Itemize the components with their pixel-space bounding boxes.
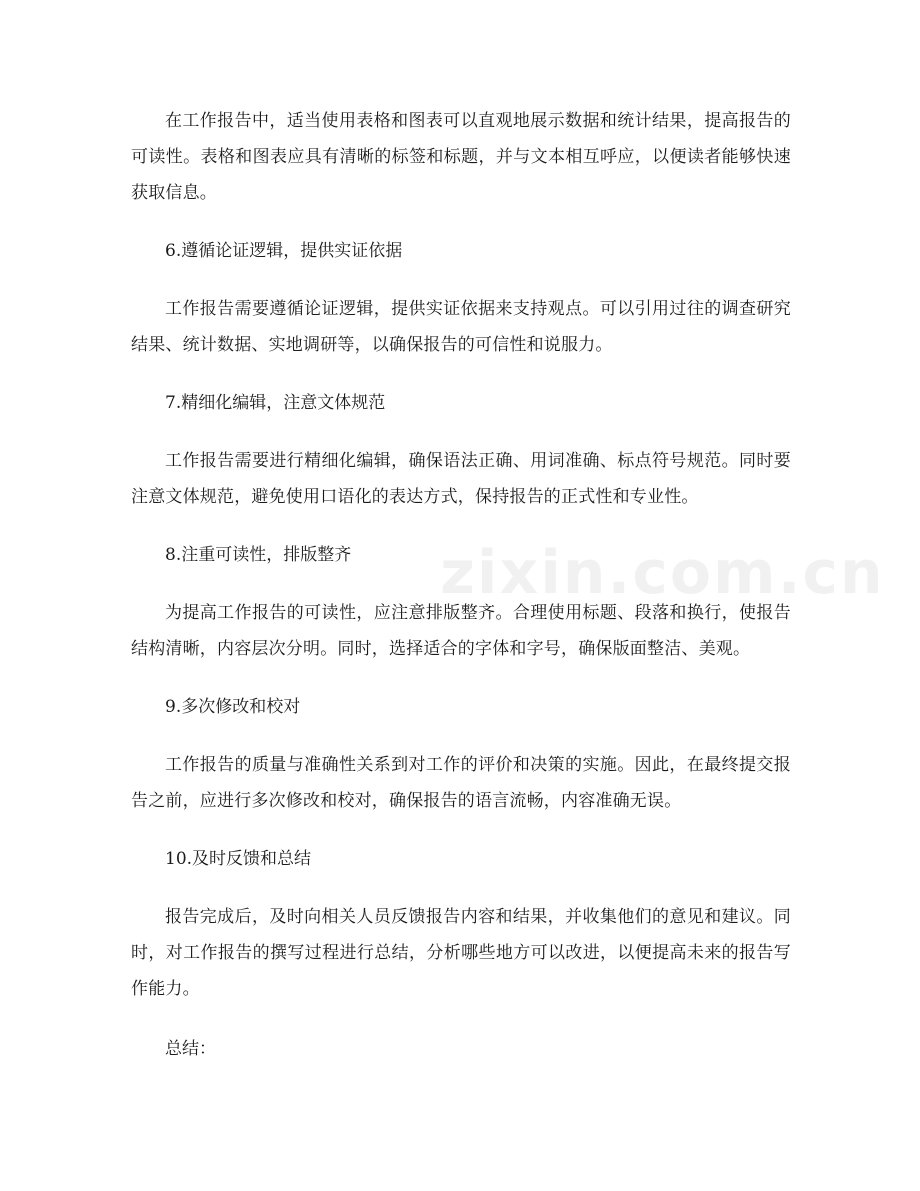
- document-body: [131, 103, 791, 1067]
- watermark: zixin.com.cn: [440, 538, 885, 608]
- section-heading-10: 10.及时反馈和总结: [165, 849, 312, 869]
- section-body-7: 工作报告需要进行精细化编辑，确保语法正确、用词准确、标点符号规范。同时要注意文体规范，避免使用口语化的表达方式，保持报告的正式性和专业性。: [131, 451, 791, 507]
- section-heading-8: 8.注重可读性，排版整齐: [165, 545, 352, 565]
- section-heading-6: 6.遵循论证逻辑，提供实证依据: [165, 241, 403, 261]
- intro-paragraph: 在工作报告中，适当使用表格和图表可以直观地展示数据和统计结果，提高报告的可读性。表格和图表应具有清晰的标签和标题，并与文本相互呼应，以便读者能够快速获取信息。: [131, 111, 791, 203]
- section-heading-7: 7.精细化编辑，注意文体规范: [165, 393, 386, 413]
- section-body-9: 工作报告的质量与准确性关系到对工作的评价和决策的实施。因此，在最终提交报告之前，应进行多次修改和校对，确保报告的语言流畅，内容准确无误。: [131, 755, 791, 811]
- section-body-6: 工作报告需要遵循论证逻辑，提供实证依据来支持观点。可以引用过往的调查研究结果、统计数据、实地调研等，以确保报告的可信性和说服力。: [131, 299, 791, 355]
- section-body-8: 为提高工作报告的可读性，应注意排版整齐。合理使用标题、段落和换行，使报告结构清晰，内容层次分明。同时，选择适合的字体和字号，确保版面整洁、美观。: [131, 603, 791, 659]
- summary-label: 总结：: [165, 1039, 216, 1059]
- section-heading-9: 9.多次修改和校对: [165, 697, 301, 717]
- section-body-10: 报告完成后，及时向相关人员反馈报告内容和结果，并收集他们的意见和建议。同时，对工作报告的撰写过程进行总结，分析哪些地方可以改进，以便提高未来的报告写作能力。: [131, 907, 791, 999]
